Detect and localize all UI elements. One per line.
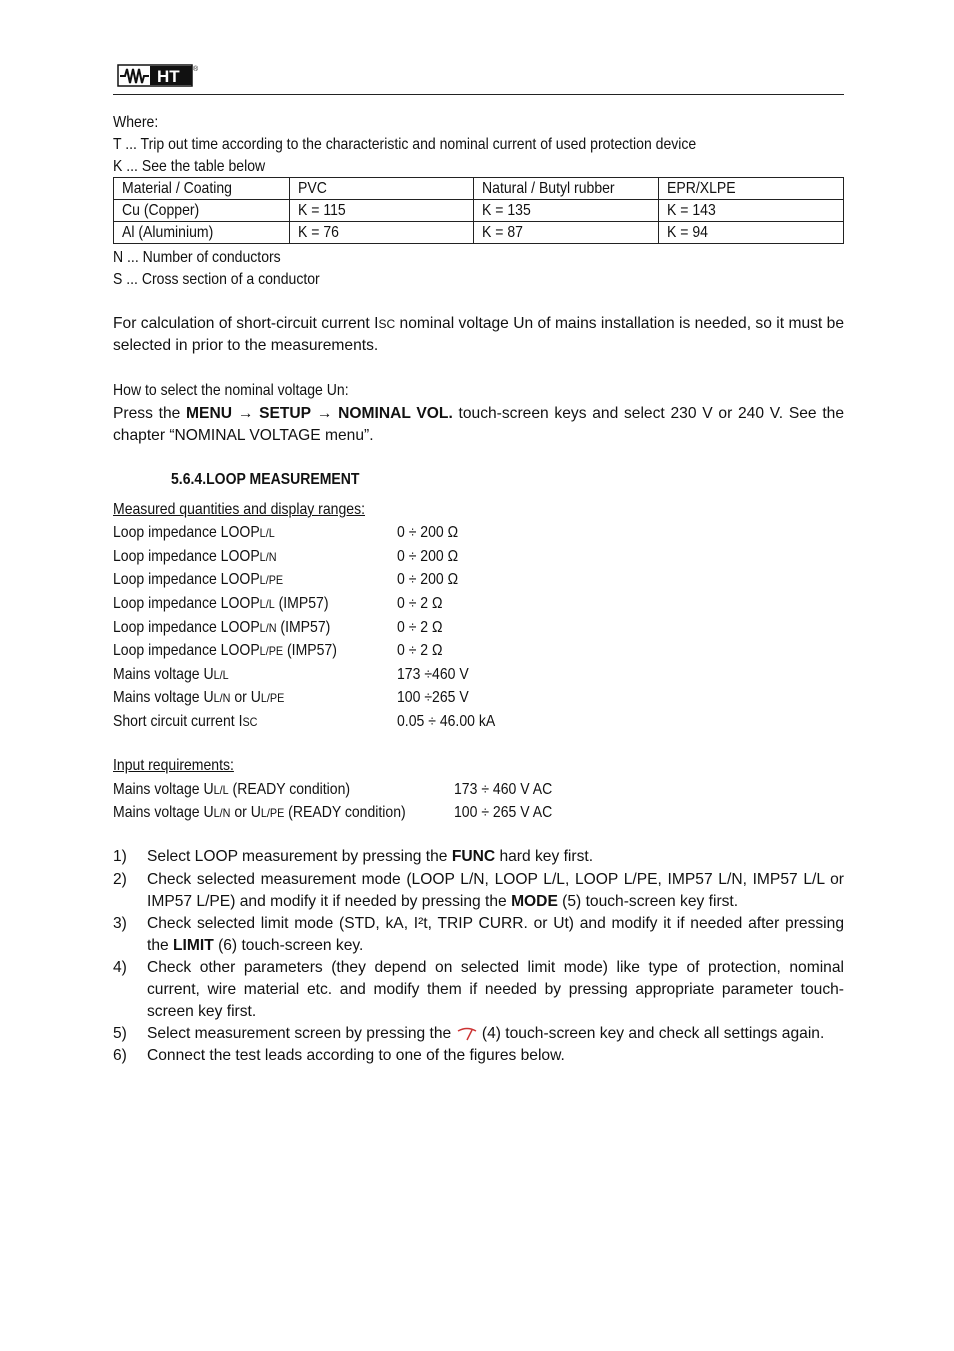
k-table-header-row bbox=[114, 178, 844, 200]
label-text: Loop impedance LOOP bbox=[113, 571, 260, 588]
label-subscript: L/N bbox=[259, 621, 277, 635]
step-key: LIMIT bbox=[173, 937, 214, 954]
k-table-header-cell: Natural / Butyl rubber bbox=[474, 178, 659, 200]
label-text: Mains voltage U bbox=[113, 666, 214, 683]
measured-value bbox=[397, 522, 465, 544]
measured-value bbox=[397, 711, 506, 733]
label-text: Mains voltage U bbox=[113, 804, 214, 821]
table-cell: K = 115 bbox=[289, 200, 474, 222]
step-text-a: Select LOOP measurement by pressing the bbox=[147, 848, 452, 865]
label-subscript: L/PE bbox=[259, 644, 284, 658]
measured-value-text: 0 ÷ 200 Ω bbox=[397, 548, 459, 565]
input-label-text bbox=[113, 802, 406, 824]
step-key: FUNC bbox=[451, 848, 496, 865]
label-subscript: L/L bbox=[259, 597, 275, 611]
table-cell: K = 76 bbox=[289, 222, 474, 244]
step-text bbox=[147, 913, 844, 957]
label-text: Mains voltage U bbox=[113, 781, 214, 798]
label-suffix: (IMP57) bbox=[283, 642, 337, 659]
measured-row bbox=[113, 522, 844, 544]
step-text-a: Connect the test leads according to one of the figures below. bbox=[147, 1047, 565, 1064]
measured-value-text: 0 ÷ 2 Ω bbox=[397, 619, 443, 636]
step-number: 6) bbox=[113, 1047, 127, 1064]
measured-value-text: 0.05 ÷ 46.00 kA bbox=[397, 713, 496, 730]
table-row bbox=[114, 200, 844, 222]
input-label bbox=[113, 779, 376, 801]
measured-row bbox=[113, 640, 844, 662]
measured-label-text bbox=[113, 522, 275, 544]
page-header bbox=[113, 60, 844, 95]
measured-row bbox=[113, 711, 844, 733]
measured-label bbox=[113, 617, 354, 639]
label-text: Loop impedance LOOP bbox=[113, 524, 260, 541]
measured-value bbox=[397, 640, 448, 662]
label-text: Loop impedance LOOP bbox=[113, 595, 260, 612]
input-label bbox=[113, 802, 438, 824]
nominal-instructions: Press the MENU → SETUP → NOMINAL VOL. touch-screen keys and select 230 V or 240 V. See the chapter “NOMINAL VOLTAGE menu”. bbox=[113, 405, 844, 444]
label-subscript: L/N bbox=[213, 806, 231, 820]
step-text-a: Check selected limit mode (STD, kA, I²t, TRIP CURR. or Ut) and modify it if needed after pressing the bbox=[147, 915, 844, 954]
measured-heading: Measured quantities and display ranges: bbox=[113, 501, 365, 518]
step-text bbox=[147, 846, 844, 868]
label-text: Loop impedance LOOP bbox=[113, 642, 260, 659]
measured-label bbox=[113, 569, 302, 591]
s-description: S ... Cross section of a conductor bbox=[113, 271, 320, 288]
input-row bbox=[113, 802, 844, 824]
label-text: Loop impedance LOOP bbox=[113, 548, 260, 565]
k-table-header-cell: EPR/XLPE bbox=[659, 178, 844, 200]
table-cell: K = 87 bbox=[474, 222, 659, 244]
where-label: Where: bbox=[113, 114, 159, 131]
label-subscript: L/N bbox=[259, 550, 277, 564]
measured-row bbox=[113, 569, 844, 591]
k-table-header-cell: PVC bbox=[289, 178, 474, 200]
step-number: 1) bbox=[113, 848, 127, 865]
step-text bbox=[147, 869, 844, 913]
measured-value-text: 173 ÷460 V bbox=[397, 666, 469, 683]
section-title: 5.6.4.LOOP MEASUREMENT bbox=[171, 471, 360, 488]
measured-label-text bbox=[113, 664, 229, 686]
step-text-c: hard key first. bbox=[495, 848, 594, 865]
measured-label bbox=[113, 593, 352, 615]
step-number: 5) bbox=[113, 1025, 127, 1042]
table-row bbox=[114, 222, 844, 244]
measured-label-text bbox=[113, 687, 284, 709]
step-text bbox=[147, 957, 844, 1023]
step-number: 3) bbox=[113, 915, 127, 932]
step-text-c: (4) touch-screen key and check all settings again. bbox=[477, 1025, 825, 1042]
measured-label-text bbox=[113, 593, 329, 615]
label-suffix: (IMP57) bbox=[276, 619, 331, 636]
k-table bbox=[113, 177, 844, 244]
svg-text:HT: HT bbox=[157, 67, 180, 86]
label-text: Mains voltage U bbox=[113, 689, 214, 706]
isc-paragraph: For calculation of short-circuit current ISC nominal voltage Un of mains installation is needed, so it must be selected in prior to the measurements. bbox=[113, 315, 844, 354]
label-subscript: L/L bbox=[259, 526, 275, 540]
measured-row bbox=[113, 664, 844, 686]
measured-value-text: 0 ÷ 200 Ω bbox=[397, 524, 459, 541]
label-suffix: or U bbox=[230, 689, 261, 706]
measured-label-text bbox=[113, 617, 330, 639]
t-description: T ... Trip out time according to the characteristic and nominal current of used protection device bbox=[113, 136, 697, 153]
table-cell: K = 143 bbox=[659, 200, 844, 222]
measured-row bbox=[113, 546, 844, 568]
k-table-header-cell: Material / Coating bbox=[114, 178, 290, 200]
svg-text:®: ® bbox=[193, 66, 199, 73]
measured-value bbox=[397, 617, 448, 639]
step-text-a: Check selected measurement mode (LOOP L/N, LOOP L/L, LOOP L/PE, IMP57 L/N, IMP57 L/L or IMP57 L/PE) and modify it if needed by pressing the bbox=[147, 871, 844, 910]
n-description: N ... Number of conductors bbox=[113, 249, 281, 266]
step-text bbox=[147, 1045, 844, 1067]
table-cell: Al (Aluminium) bbox=[114, 222, 290, 244]
input-heading: Input requirements: bbox=[113, 757, 234, 774]
label-subscript: L/PE bbox=[259, 573, 284, 587]
step-text-c: (6) touch-screen key. bbox=[213, 937, 364, 954]
step-text-c: (5) touch-screen key first. bbox=[557, 893, 739, 910]
label-subscript: L/PE bbox=[260, 806, 285, 820]
measured-label bbox=[113, 546, 295, 568]
measured-label-text bbox=[113, 569, 283, 591]
input-label-text bbox=[113, 779, 350, 801]
measured-value-text: 0 ÷ 2 Ω bbox=[397, 642, 443, 659]
label-mid: or U bbox=[230, 804, 261, 821]
measured-label bbox=[113, 640, 362, 662]
step-number: 4) bbox=[113, 959, 127, 976]
label-subscript: SC bbox=[242, 715, 258, 729]
measured-label bbox=[113, 522, 293, 544]
measured-value-text: 0 ÷ 2 Ω bbox=[397, 595, 443, 612]
step-text bbox=[147, 1023, 844, 1045]
step-text-a: Check other parameters (they depend on selected limit mode) like type of protection, nominal current, wire material etc. and modify them if needed by pressing appropriate parameter touch-screen key first. bbox=[147, 959, 844, 1020]
measured-value-text: 100 ÷265 V bbox=[397, 689, 469, 706]
ht-logo bbox=[117, 62, 197, 88]
input-value-text: 173 ÷ 460 V AC bbox=[454, 781, 553, 798]
label-suffix: (READY condition) bbox=[284, 804, 406, 821]
input-value bbox=[454, 802, 563, 824]
measured-label-text bbox=[113, 546, 277, 568]
label-suffix: (IMP57) bbox=[274, 595, 329, 612]
input-row bbox=[113, 779, 844, 801]
step-number: 2) bbox=[113, 871, 127, 888]
label-subscript: L/N bbox=[213, 691, 231, 705]
measured-value bbox=[397, 546, 465, 568]
label-text: Short circuit current I bbox=[113, 713, 243, 730]
input-value bbox=[454, 779, 563, 801]
measured-value bbox=[397, 687, 477, 709]
table-cell: K = 135 bbox=[474, 200, 659, 222]
measured-label-text bbox=[113, 711, 257, 733]
loop-key-icon bbox=[456, 1027, 478, 1041]
measured-value bbox=[397, 593, 448, 615]
measured-label-text bbox=[113, 640, 337, 662]
table-cell: K = 94 bbox=[659, 222, 844, 244]
measured-label bbox=[113, 664, 242, 686]
measured-label bbox=[113, 711, 274, 733]
measured-label bbox=[113, 687, 303, 709]
measured-row bbox=[113, 593, 844, 615]
step-key: MODE bbox=[511, 893, 558, 910]
label-subscript: L/PE bbox=[260, 691, 285, 705]
measured-row bbox=[113, 687, 844, 709]
step-text-a: Select measurement screen by pressing the bbox=[147, 1025, 456, 1042]
label-subscript: L/L bbox=[213, 783, 229, 797]
label-text: Loop impedance LOOP bbox=[113, 619, 260, 636]
label-suffix: (READY condition) bbox=[228, 781, 351, 798]
measured-value-text: 0 ÷ 200 Ω bbox=[397, 571, 459, 588]
table-cell: Cu (Copper) bbox=[114, 200, 290, 222]
input-value-text: 100 ÷ 265 V AC bbox=[454, 804, 553, 821]
measured-value bbox=[397, 664, 477, 686]
how-to-select: How to select the nominal voltage Un: bbox=[113, 382, 349, 399]
label-subscript: L/L bbox=[213, 668, 229, 682]
measured-value bbox=[397, 569, 465, 591]
k-description: K ... See the table below bbox=[113, 158, 266, 175]
measured-row bbox=[113, 617, 844, 639]
